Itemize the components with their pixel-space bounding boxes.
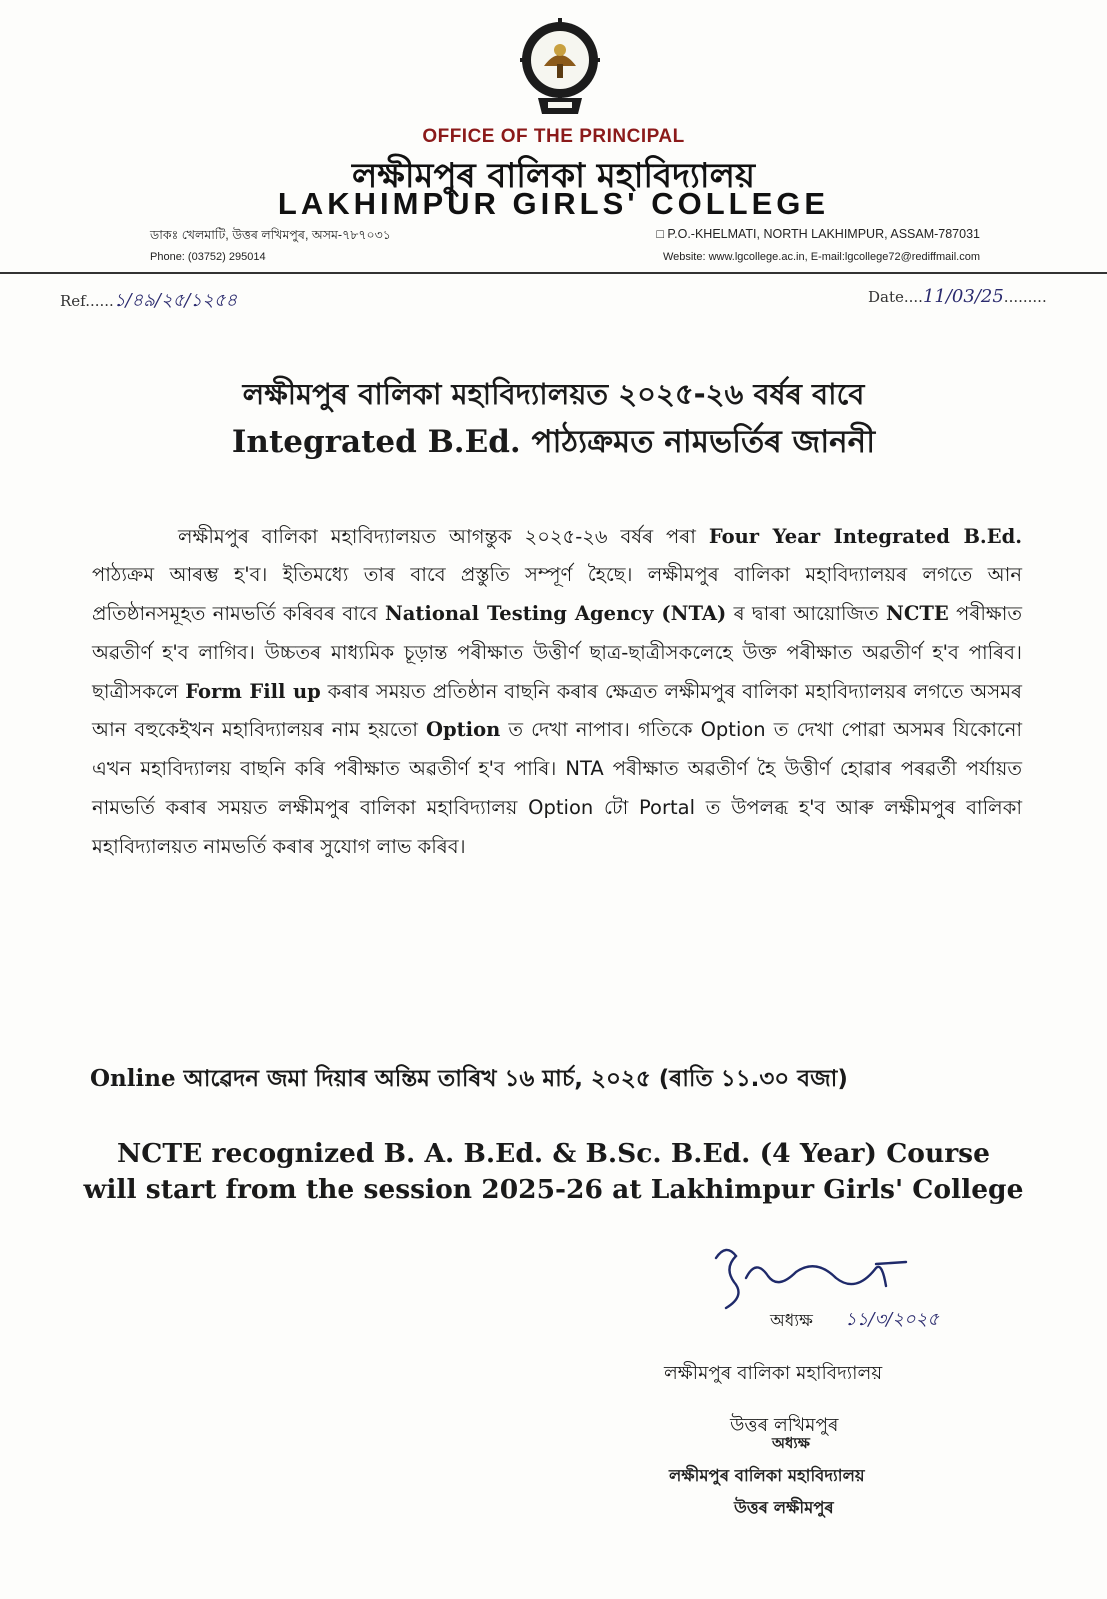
college-name-assamese: লক্ষীমপুৰ বালিকা মহাবিদ্যালয় (351, 156, 756, 196)
phone-number: Phone: (03752) 295014 (150, 251, 266, 263)
letter-date: Date....11/03/25......... (868, 286, 1047, 307)
signature-date: ১১/৩/২০২৫ (845, 1309, 939, 1330)
reference-value: ১/৪৯/২৫/১২৫৪ (113, 290, 238, 311)
address-assamese: ডাকঃ খেলমাটি, উত্তৰ লখিমপুৰ, অসম-৭৮৭০৩১ (150, 228, 391, 242)
notice-title-line2: Integrated B.Ed. পাঠ্যক্ৰমত নামভৰ্তিৰ জাননী (231, 424, 876, 460)
signatory-college: লক্ষীমপুৰ বালিকা মহাবিদ্যালয় (664, 1363, 883, 1384)
signatory-place: উত্তৰ লখিমপুৰ (730, 1415, 839, 1436)
college-name-english: LAKHIMPUR GIRLS' COLLEGE (277, 186, 830, 221)
stamp-college: লক্ষীমপুৰ বালিকা মহাবিদ্যালয় (669, 1466, 865, 1485)
header-divider (0, 272, 1107, 274)
signatory-role: অধ্যক্ষ (770, 1311, 813, 1331)
ncte-announcement: NCTE recognized B. A. B.Ed. & B.Sc. B.Ed. (4 Year) Course will start from the session 2025-26 at Lakhimpur Girls' College (83, 1138, 1024, 1205)
address-english: □ P.O.-KHELMATI, NORTH LAKHIMPUR, ASSAM-787031 (656, 227, 980, 241)
website-email: Website: www.lgcollege.ac.in, E-mail:lgcollege72@rediffmail.com (662, 251, 980, 263)
stamp-role: অধ্যক্ষ (772, 1434, 810, 1452)
office-heading: OFFICE OF THE PRINCIPAL (422, 126, 685, 147)
stamp-place: উত্তৰ লক্ষীমপুৰ (734, 1498, 834, 1517)
box-icon: □ (656, 227, 668, 241)
date-value: 11/03/25 (922, 286, 1004, 307)
address-line (150, 227, 980, 247)
contact-line (150, 251, 980, 263)
reference-number: Ref......১/৪৯/২৫/১২৫৪ (60, 290, 238, 311)
notice-title-line1: লক্ষীমপুৰ বালিকা মহাবিদ্যালয়ত ২০২৫-২৬ বৰ্ষৰ বাবে (242, 377, 865, 411)
notice-body: লক্ষীমপুৰ বালিকা মহাবিদ্যালয়ত আগন্তুক ২০২৫-২৬ বৰ্ষৰ পৰা Four Year Integrated B.Ed. পাঠ্যক্ৰম আৰম্ভ হ'ব। ইতিমধ্যে তাৰ বাবে প্ৰস্তুতি সম্পূৰ্ণ হৈছে। লক্ষীমপুৰ বালিকা মহাবিদ্যালয়ৰ লগতে আন প্ৰতিষ্ঠানসমূহত নামভৰ্তি কৰিবৰ বাবে National Testing Agency (NTA) ৰ দ্বাৰা আয়োজিত NCTE পৰীক্ষাত অৱতীৰ্ণ হ'ব লাগিব। উচ্চতৰ মাধ্যমিক চূড়ান্ত পৰীক্ষাত উত্তীৰ্ণ ছাত্ৰ-ছাত্ৰীসকলেহে উক্ত পৰীক্ষাত অৱতীৰ্ণ হ'ব পাৰিব। ছাত্ৰীসকলে Form Fill up কৰাৰ সময়ত প্ৰতিষ্ঠান বাছনি কৰাৰ ক্ষেত্ৰত লক্ষীমপুৰ বালিকা মহাবিদ্যালয়ৰ লগতে অসমৰ আন বহুকেইখন মহাবিদ্যালয়ৰ নাম হয়তো Option ত দেখা নাপাব। গতিকে Option ত দেখা পোৱা অসমৰ যিকোনো এখন মহাবিদ্যালয় বাছনি কৰি পৰীক্ষাত অৱতীৰ্ণ হ'ব পাৰি। NTA পৰীক্ষাত অৱতীৰ্ণ হৈ উত্তীৰ্ণ হোৱাৰ পৰৱৰ্তী পৰ্যায়ত নামভৰ্তি কৰাৰ সময়ত লক্ষীমপুৰ বালিকা মহাবিদ্যালয় Option টো Portal ত উপলব্ধ হ'ব আৰু লক্ষীমপুৰ বালিকা মহাবিদ্যালয়ত নামভৰ্তি কৰাৰ সুযোগ লাভ কৰিব। (92, 524, 1023, 858)
application-deadline: Online আৱেদন জমা দিয়াৰ অন্তিম তাৰিখ ১৬ মাৰ্চ, ২০২৫ (ৰাতি ১১.৩০ বজা) (90, 1065, 848, 1092)
college-emblem-icon (518, 16, 602, 118)
